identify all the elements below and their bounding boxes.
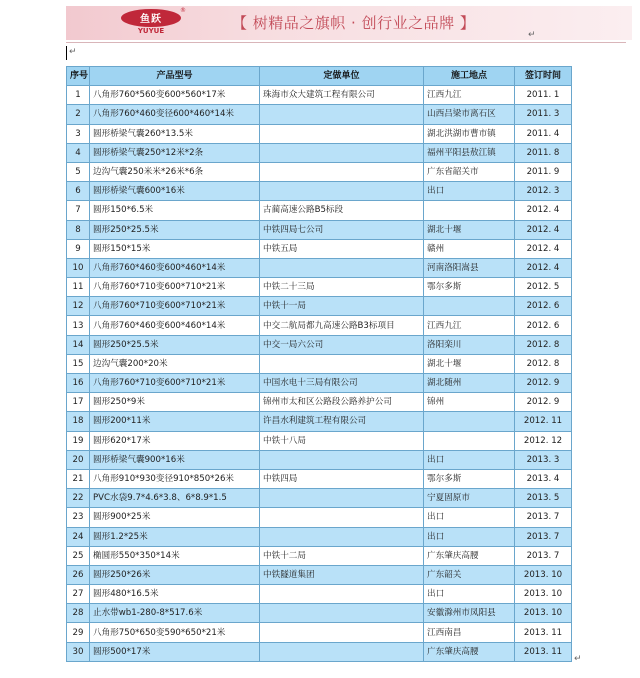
table-cell: 八角形760*460变600*460*14米 [90,258,260,277]
table-cell [260,604,424,623]
table-cell: 中国水电十三局有限公司 [260,374,424,393]
table-row [67,565,572,584]
table-row [67,412,572,431]
table-cell: 八角形760*460变径600*460*14米 [90,105,260,124]
table-cell: 椭圆形550*350*14米 [90,546,260,565]
table-cell: 锦州市太和区公路段公路养护公司 [260,393,424,412]
table-cell: 八角形760*560变600*560*17米 [90,86,260,105]
table-cell: 3 [67,124,90,143]
table-cell: 2013. 10 [515,565,572,584]
table-cell: 28 [67,604,90,623]
table-cell: 鄂尔多斯 [424,278,515,297]
table-cell: 23 [67,508,90,527]
table-cell: 20 [67,450,90,469]
table-row [67,489,572,508]
table-cell: 许昌水利建筑工程有限公司 [260,412,424,431]
table-cell: 中交一局六公司 [260,335,424,354]
table-cell [260,450,424,469]
logo-mark: 鱼跃 [121,9,181,27]
registered-mark: ® [180,7,186,14]
table-row [67,239,572,258]
table-cell: 中铁十八局 [260,431,424,450]
paragraph-mark: ↵ [69,47,77,57]
table-cell: 25 [67,546,90,565]
column-header: 序号 [67,67,90,86]
table-cell: 12 [67,297,90,316]
table-cell: 21 [67,469,90,488]
table-cell: 安徽滁州市凤阳县 [424,604,515,623]
table-cell: 2013. 5 [515,489,572,508]
table-row [67,278,572,297]
table-cell: 八角形910*930变径910*850*26米 [90,469,260,488]
table-cell: 2012. 9 [515,393,572,412]
paragraph-mark: ↵ [574,654,582,664]
table-cell: 2012. 8 [515,354,572,373]
slogan: 【 树精品之旗帜 · 创行业之品牌 】 [232,14,476,32]
table-cell: 圆形1.2*25米 [90,527,260,546]
table-cell: 2013. 10 [515,585,572,604]
table-row [67,604,572,623]
text-cursor [66,46,67,60]
table-cell [260,182,424,201]
table-cell: 圆形桥梁气囊900*16米 [90,450,260,469]
table-cell: 29 [67,623,90,642]
table-cell: 圆形500*17米 [90,642,260,661]
table-row [67,546,572,565]
table-cell: 中铁隧道集团 [260,565,424,584]
table-cell: 江西南昌 [424,623,515,642]
orders-table [66,66,572,662]
table-cell: 湖北十堰 [424,354,515,373]
table-cell: 2013. 10 [515,604,572,623]
table-cell: 2012. 4 [515,201,572,220]
table-cell [260,124,424,143]
table-cell: 2012. 9 [515,374,572,393]
table-cell: 2013. 3 [515,450,572,469]
table-cell: 出口 [424,450,515,469]
table-cell: 出口 [424,182,515,201]
table-cell: 2012. 11 [515,412,572,431]
table-cell: 2 [67,105,90,124]
table-row [67,297,572,316]
table-cell: 中铁十一局 [260,297,424,316]
table-row [67,335,572,354]
table-cell: 中铁四局 [260,469,424,488]
table-cell [424,412,515,431]
table-cell: 中交二航局都九高速公路B3标项目 [260,316,424,335]
table-cell: 6 [67,182,90,201]
table-row [67,450,572,469]
table-cell [260,258,424,277]
table-cell: 2013. 4 [515,469,572,488]
table-cell: 中铁二十三局 [260,278,424,297]
table-cell: 24 [67,527,90,546]
table-cell: 2011. 9 [515,162,572,181]
table-cell [260,623,424,642]
table-cell: 八角形760*710变600*710*21米 [90,278,260,297]
table-cell [260,162,424,181]
table-cell [260,585,424,604]
table-cell [260,527,424,546]
column-header: 定做单位 [260,67,424,86]
table-cell: 2011. 8 [515,143,572,162]
table-cell: 圆形250*26米 [90,565,260,584]
table-cell [260,354,424,373]
table-row [67,220,572,239]
table-row [67,258,572,277]
table-cell: 江西九江 [424,316,515,335]
table-cell: PVC水袋9.7*4.6*3.8、6*8.9*1.5 [90,489,260,508]
table-cell: 圆形150*6.5米 [90,201,260,220]
table-row [67,143,572,162]
table-row [67,162,572,181]
table-cell: 广东肇庆高腰 [424,546,515,565]
table-cell: 14 [67,335,90,354]
table-cell: 湖北十堰 [424,220,515,239]
table-cell: 圆形250*25.5米 [90,220,260,239]
table-cell: 出口 [424,508,515,527]
table-row [67,201,572,220]
paragraph-mark: ↵ [528,30,536,40]
table-cell: 15 [67,354,90,373]
table-cell: 圆形620*17米 [90,431,260,450]
table-cell: 中铁十二局 [260,546,424,565]
table-cell: 湖北洪湖市曹市镇 [424,124,515,143]
table-cell: 2011. 3 [515,105,572,124]
table-cell: 11 [67,278,90,297]
table-cell: 圆形250*25.5米 [90,335,260,354]
table-cell: 八角形750*650变590*650*21米 [90,623,260,642]
table-cell: 江西九江 [424,86,515,105]
table-row [67,393,572,412]
table-cell: 八角形760*460变600*460*14米 [90,316,260,335]
table-cell: 珠海市众大建筑工程有限公司 [260,86,424,105]
table-cell: 5 [67,162,90,181]
table-cell: 18 [67,412,90,431]
table-row [67,585,572,604]
table-row [67,374,572,393]
table-cell: 圆形桥梁气囊250*12米*2条 [90,143,260,162]
company-logo [118,7,184,37]
table-cell: 出口 [424,585,515,604]
table-cell: 2013. 7 [515,527,572,546]
table-cell [424,297,515,316]
table-header-row [67,67,572,86]
table-cell: 八角形760*710变600*710*21米 [90,374,260,393]
table-cell: 19 [67,431,90,450]
table-cell: 止水带wb1-280-8*517.6米 [90,604,260,623]
table-cell: 圆形150*15米 [90,239,260,258]
table-cell: 8 [67,220,90,239]
table-cell: 26 [67,565,90,584]
table-cell: 中铁四局七公司 [260,220,424,239]
table-cell [260,105,424,124]
table-cell: 宁夏固原市 [424,489,515,508]
table-cell: 圆形桥梁气囊260*13.5米 [90,124,260,143]
table-row [67,469,572,488]
column-header: 签订时间 [515,67,572,86]
table-row [67,354,572,373]
table-row [67,316,572,335]
column-header: 施工地点 [424,67,515,86]
table-cell: 锦州 [424,393,515,412]
table-cell [260,508,424,527]
table-cell [260,642,424,661]
table-cell: 湖北随州 [424,374,515,393]
table-cell: 2013. 11 [515,623,572,642]
table-cell: 边沟气囊200*20米 [90,354,260,373]
table-cell: 16 [67,374,90,393]
table-cell: 2012. 12 [515,431,572,450]
table-cell: 2012. 6 [515,316,572,335]
table-cell [424,431,515,450]
table-cell: 山西吕梁市离石区 [424,105,515,124]
table-cell: 中铁五局 [260,239,424,258]
table-cell: 27 [67,585,90,604]
logo-subtext: YUYUE [137,26,165,35]
table-cell: 2013. 11 [515,642,572,661]
table-row [67,431,572,450]
table-cell [260,489,424,508]
table-cell: 22 [67,489,90,508]
table-row [67,623,572,642]
table-cell: 八角形760*710变600*710*21米 [90,297,260,316]
table-cell: 圆形480*16.5米 [90,585,260,604]
table-row [67,642,572,661]
table-cell: 9 [67,239,90,258]
table-cell: 圆形900*25米 [90,508,260,527]
table-cell: 广东肇庆高腰 [424,642,515,661]
table-cell [260,143,424,162]
table-cell: 30 [67,642,90,661]
table-cell: 边沟气囊250米米*26米*6条 [90,162,260,181]
table-cell: 2012. 4 [515,220,572,239]
table-cell: 2012. 8 [515,335,572,354]
table-cell: 2011. 4 [515,124,572,143]
table-row [67,105,572,124]
table-cell: 圆形200*11米 [90,412,260,431]
table-row [67,182,572,201]
column-header: 产品型号 [90,67,260,86]
table-cell: 2012. 4 [515,239,572,258]
table-cell: 古蔺高速公路B5标段 [260,201,424,220]
table-cell: 广东省韶关市 [424,162,515,181]
table-cell: 4 [67,143,90,162]
table-cell: 圆形桥梁气囊600*16米 [90,182,260,201]
header-divider [66,42,626,43]
table-cell: 洛阳栾川 [424,335,515,354]
table-cell: 10 [67,258,90,277]
table-row [67,86,572,105]
table-row [67,508,572,527]
table-cell: 2013. 7 [515,546,572,565]
table-cell: 2013. 7 [515,508,572,527]
table-cell: 13 [67,316,90,335]
table-cell: 赣州 [424,239,515,258]
table-cell: 17 [67,393,90,412]
table-cell: 2012. 3 [515,182,572,201]
table-cell: 鄂尔多斯 [424,469,515,488]
table-cell: 7 [67,201,90,220]
table-cell: 2011. 1 [515,86,572,105]
table-cell: 广东韶关 [424,565,515,584]
table-row [67,527,572,546]
table-cell: 出口 [424,527,515,546]
table-cell: 2012. 5 [515,278,572,297]
table-cell: 圆形250*9米 [90,393,260,412]
table-cell: 福州平阳县敖江镇 [424,143,515,162]
table-cell: 2012. 6 [515,297,572,316]
table-row [67,124,572,143]
table-cell [424,201,515,220]
table-cell: 2012. 4 [515,258,572,277]
table-cell: 1 [67,86,90,105]
table-cell: 河南洛阳嵩县 [424,258,515,277]
